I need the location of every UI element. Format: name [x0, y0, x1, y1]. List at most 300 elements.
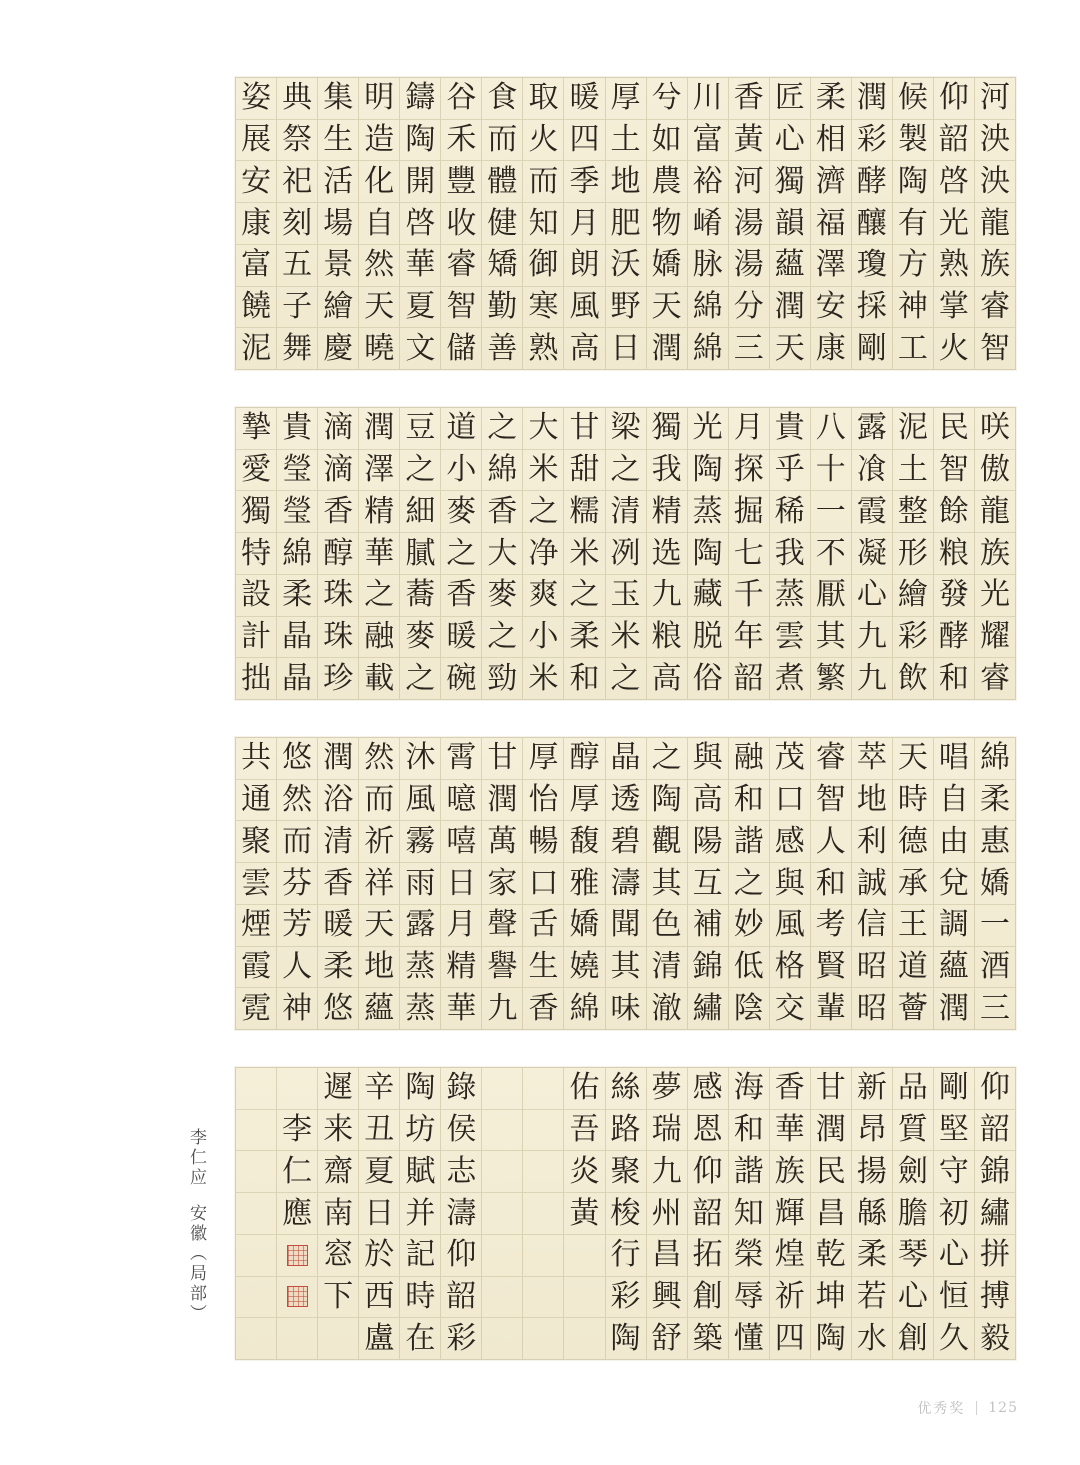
calligraphy-column [522, 408, 563, 699]
calligraphy-cell: 睿 [441, 244, 481, 286]
caption-region: 安徽 [186, 1204, 206, 1244]
calligraphy-column [481, 738, 522, 1029]
calligraphy-cell: 光 [692, 410, 723, 446]
calligraphy-cell: 交 [770, 987, 810, 1029]
calligraphy-cell: 千 [729, 574, 769, 616]
calligraphy-cell: 知 [729, 1192, 769, 1234]
calligraphy-cell: 韶 [729, 657, 769, 699]
calligraphy-column [481, 408, 522, 699]
calligraphy-cell: 精 [441, 946, 481, 988]
calligraphy-cell: 甘 [569, 410, 600, 446]
calligraphy-cell: 其 [606, 946, 646, 988]
calligraphy-cell: 展 [236, 119, 276, 161]
artist-seal [287, 1245, 308, 1266]
calligraphy-cell: 劍 [893, 1150, 933, 1192]
calligraphy-cell: 祈 [359, 820, 399, 862]
calligraphy-cell: 我 [647, 449, 687, 491]
calligraphy-cell: 炎 [564, 1150, 604, 1192]
calligraphy-cell: 錦 [975, 1150, 1015, 1192]
calligraphy-cell [523, 1234, 563, 1276]
calligraphy-cell: 粮 [934, 532, 974, 574]
calligraphy-cell: 繁 [811, 657, 851, 699]
calligraphy-cell: 自 [359, 202, 399, 244]
calligraphy-cell: 家 [482, 862, 522, 904]
calligraphy-cell: 仰 [938, 80, 969, 116]
calligraphy-cell: 德 [893, 820, 933, 862]
calligraphy-cell: 嘻 [441, 820, 481, 862]
calligraphy-cell: 華 [770, 1109, 810, 1151]
calligraphy-column [851, 738, 892, 1029]
calligraphy-cell: 夏 [400, 286, 440, 328]
calligraphy-column [236, 1068, 276, 1359]
calligraphy-cell: 窓 [318, 1234, 358, 1276]
calligraphy-cell: 月 [733, 410, 764, 446]
calligraphy-cell: 薈 [893, 987, 933, 1029]
calligraphy-cell [523, 1109, 563, 1151]
calligraphy-cell: 恒 [934, 1276, 974, 1318]
calligraphy-cell: 丑 [359, 1109, 399, 1151]
calligraphy-cell: 風 [770, 904, 810, 946]
calligraphy-cell: 融 [359, 616, 399, 658]
calligraphy-cell: 之 [359, 574, 399, 616]
caption [184, 1128, 209, 1388]
calligraphy-cell: 透 [606, 779, 646, 821]
calligraphy-column [317, 738, 358, 1029]
calligraphy-cell: 米 [564, 532, 604, 574]
calligraphy-cell [523, 1068, 563, 1109]
calligraphy-cell: 而 [482, 119, 522, 161]
calligraphy-cell: 野 [606, 286, 646, 328]
calligraphy-cell: 補 [688, 904, 728, 946]
calligraphy-cell: 饒 [236, 286, 276, 328]
calligraphy-cell: 裕 [688, 160, 728, 202]
calligraphy-cell [482, 1234, 522, 1276]
calligraphy-cell: 仰 [441, 1234, 481, 1276]
calligraphy-cell: 雨 [400, 862, 440, 904]
calligraphy-cell: 小 [441, 449, 481, 491]
calligraphy-cell: 九 [647, 1150, 687, 1192]
calligraphy-cell: 彩 [441, 1317, 481, 1359]
calligraphy-cell: 安 [236, 160, 276, 202]
calligraphy-cell: 茂 [774, 740, 805, 776]
calligraphy-column [563, 78, 604, 369]
calligraphy-column [236, 408, 276, 699]
calligraphy-cell: 仰 [688, 1150, 728, 1192]
calligraphy-cell: 甜 [564, 449, 604, 491]
calligraphy-cell: 而 [523, 160, 563, 202]
calligraphy-cell: 食 [487, 80, 518, 116]
calligraphy-cell [277, 1276, 317, 1318]
calligraphy-column [646, 78, 687, 369]
calligraphy-column [974, 738, 1015, 1029]
calligraphy-cell: 綿 [564, 987, 604, 1029]
calligraphy-cell: 祈 [770, 1276, 810, 1318]
calligraphy-cell: 霧 [400, 820, 440, 862]
calligraphy-cell: 朗 [564, 244, 604, 286]
calligraphy-cell: 康 [236, 202, 276, 244]
calligraphy-cell: 開 [400, 160, 440, 202]
calligraphy-cell: 五 [277, 244, 317, 286]
calligraphy-cell: 融 [733, 740, 764, 776]
calligraphy-cell: 三 [975, 987, 1015, 1029]
calligraphy-cell: 設 [236, 574, 276, 616]
calligraphy-cell: 風 [564, 286, 604, 328]
calligraphy-cell: 米 [606, 616, 646, 658]
calligraphy-column [728, 738, 769, 1029]
calligraphy-cell: 取 [528, 80, 559, 116]
calligraphy-cell: 族 [975, 244, 1015, 286]
calligraphy-cell: 錄 [446, 1070, 477, 1106]
calligraphy-cell [236, 1109, 276, 1151]
calligraphy-cell: 仰 [979, 1070, 1010, 1106]
calligraphy-column [276, 78, 317, 369]
calligraphy-cell: 厚 [610, 80, 641, 116]
calligraphy-cell: 善 [482, 327, 522, 369]
calligraphy-column [933, 78, 974, 369]
calligraphy-cell: 道 [446, 410, 477, 446]
calligraphy-cell: 潤 [647, 327, 687, 369]
calligraphy-cell: 甘 [815, 1070, 846, 1106]
calligraphy-cell: 韶 [441, 1276, 481, 1318]
calligraphy-cell: 福 [811, 202, 851, 244]
calligraphy-column [933, 408, 974, 699]
calligraphy-cell: 與 [692, 740, 723, 776]
calligraphy-cell: 州 [647, 1192, 687, 1234]
calligraphy-cell: 潤 [482, 779, 522, 821]
calligraphy-column [605, 1068, 646, 1359]
calligraphy-cell: 王 [893, 904, 933, 946]
calligraphy-cell: 霞 [236, 946, 276, 988]
calligraphy-cell: 然 [364, 740, 395, 776]
calligraphy-cell: 記 [400, 1234, 440, 1276]
calligraphy-cell: 韶 [975, 1109, 1015, 1151]
calligraphy-cell: 芬 [277, 862, 317, 904]
calligraphy-panel-1 [235, 77, 1016, 370]
calligraphy-cell: 高 [647, 657, 687, 699]
calligraphy-cell: 恩 [688, 1109, 728, 1151]
calligraphy-cell: 梁 [610, 410, 641, 446]
calligraphy-cell: 噫 [441, 779, 481, 821]
calligraphy-column [481, 1068, 522, 1359]
calligraphy-cell: 子 [277, 286, 317, 328]
calligraphy-cell: 和 [811, 862, 851, 904]
calligraphy-column [646, 1068, 687, 1359]
calligraphy-cell: 雲 [236, 862, 276, 904]
calligraphy-cell: 琴 [893, 1234, 933, 1276]
calligraphy-cell: 来 [318, 1109, 358, 1151]
calligraphy-cell: 方 [893, 244, 933, 286]
calligraphy-cell: 妙 [729, 904, 769, 946]
calligraphy-cell: 柔 [852, 1234, 892, 1276]
calligraphy-cell: 活 [318, 160, 358, 202]
calligraphy-cell: 與 [770, 862, 810, 904]
caption-artist-name: 李仁应 [186, 1128, 206, 1188]
calligraphy-cell: 韶 [688, 1192, 728, 1234]
calligraphy-cell: 河 [979, 80, 1010, 116]
calligraphy-column [810, 408, 851, 699]
calligraphy-cell: 雲 [770, 616, 810, 658]
calligraphy-cell: 浴 [318, 779, 358, 821]
calligraphy-cell: 愛 [236, 449, 276, 491]
calligraphy-cell: 日 [441, 862, 481, 904]
calligraphy-cell: 海 [733, 1070, 764, 1106]
calligraphy-cell: 蘊 [770, 244, 810, 286]
calligraphy-cell: 採 [852, 286, 892, 328]
calligraphy-cell: 發 [934, 574, 974, 616]
caption-detail-note: （局部） [186, 1244, 206, 1324]
calligraphy-cell: 觀 [647, 820, 687, 862]
calligraphy-cell: 繪 [318, 286, 358, 328]
calligraphy-cell: 怡 [523, 779, 563, 821]
calligraphy-cell: 耀 [975, 616, 1015, 658]
calligraphy-cell: 沐 [405, 740, 436, 776]
calligraphy-cell: 地 [852, 779, 892, 821]
calligraphy-column [933, 1068, 974, 1359]
calligraphy-cell: 精 [647, 490, 687, 532]
calligraphy-cell: 和 [934, 657, 974, 699]
calligraphy-cell: 年 [729, 616, 769, 658]
calligraphy-cell: 摯 [241, 410, 272, 446]
calligraphy-cell: 慶 [318, 327, 358, 369]
calligraphy-cell: 馥 [564, 820, 604, 862]
calligraphy-cell: 心 [934, 1234, 974, 1276]
calligraphy-cell: 然 [277, 779, 317, 821]
calligraphy-cell: 守 [934, 1150, 974, 1192]
calligraphy-cell: 膽 [893, 1192, 933, 1234]
calligraphy-column [522, 738, 563, 1029]
calligraphy-cell: 陶 [606, 1317, 646, 1359]
calligraphy-column [687, 738, 728, 1029]
calligraphy-cell: 香 [733, 80, 764, 116]
calligraphy-cell [236, 1317, 276, 1359]
calligraphy-column [563, 1068, 604, 1359]
calligraphy-cell: 潤 [856, 80, 887, 116]
calligraphy-cell: 水 [852, 1317, 892, 1359]
calligraphy-cell: 河 [729, 160, 769, 202]
calligraphy-cell: 掘 [729, 490, 769, 532]
calligraphy-cell: 嬌 [647, 244, 687, 286]
calligraphy-cell: 拙 [236, 657, 276, 699]
calligraphy-cell [277, 1234, 317, 1276]
calligraphy-cell: 瓊 [852, 244, 892, 286]
calligraphy-cell: 濤 [606, 862, 646, 904]
calligraphy-cell: 霄 [446, 740, 477, 776]
calligraphy-cell: 稀 [770, 490, 810, 532]
calligraphy-cell: 柔 [277, 574, 317, 616]
calligraphy-cell: 龍 [975, 202, 1015, 244]
calligraphy-cell: 昌 [647, 1234, 687, 1276]
calligraphy-cell: 高 [564, 327, 604, 369]
calligraphy-column [851, 78, 892, 369]
calligraphy-column [605, 78, 646, 369]
calligraphy-cell: 悠 [282, 740, 313, 776]
calligraphy-cell: 醇 [569, 740, 600, 776]
calligraphy-cell: 神 [893, 286, 933, 328]
calligraphy-cell: 曉 [359, 327, 399, 369]
calligraphy-cell: 南 [318, 1192, 358, 1234]
calligraphy-cell: 禾 [441, 119, 481, 161]
calligraphy-cell: 利 [852, 820, 892, 862]
calligraphy-cell: 場 [318, 202, 358, 244]
calligraphy-cell: 寒 [523, 286, 563, 328]
calligraphy-column [317, 1068, 358, 1359]
calligraphy-cell: 香 [318, 490, 358, 532]
calligraphy-cell [318, 1317, 358, 1359]
calligraphy-cell: 應 [277, 1192, 317, 1234]
calligraphy-cell [564, 1234, 604, 1276]
calligraphy-cell: 香 [774, 1070, 805, 1106]
calligraphy-cell: 三 [729, 327, 769, 369]
calligraphy-column [563, 408, 604, 699]
calligraphy-cell: 由 [934, 820, 974, 862]
calligraphy-cell: 芳 [277, 904, 317, 946]
calligraphy-column [276, 1068, 317, 1359]
calligraphy-cell: 滴 [323, 410, 354, 446]
calligraphy-cell: 掌 [934, 286, 974, 328]
calligraphy-cell: 綿 [482, 449, 522, 491]
calligraphy-cell: 考 [811, 904, 851, 946]
calligraphy-cell: 計 [236, 616, 276, 658]
calligraphy-cell: 農 [647, 160, 687, 202]
calligraphy-cell: 坤 [811, 1276, 851, 1318]
calligraphy-column [399, 738, 440, 1029]
calligraphy-cell: 昭 [852, 987, 892, 1029]
calligraphy-cell: 知 [523, 202, 563, 244]
calligraphy-cell: 然 [359, 244, 399, 286]
calligraphy-cell: 黃 [564, 1192, 604, 1234]
calligraphy-cell: 柔 [564, 616, 604, 658]
calligraphy-cell [482, 1276, 522, 1318]
calligraphy-cell: 香 [482, 490, 522, 532]
calligraphy-cell: 矯 [482, 244, 522, 286]
calligraphy-cell: 族 [770, 1150, 810, 1192]
calligraphy-cell: 細 [400, 490, 440, 532]
calligraphy-cell: 創 [688, 1276, 728, 1318]
calligraphy-cell: 民 [938, 410, 969, 446]
calligraphy-column [851, 1068, 892, 1359]
calligraphy-cell: 大 [528, 410, 559, 446]
calligraphy-cell: 華 [359, 532, 399, 574]
calligraphy-cell: 載 [359, 657, 399, 699]
calligraphy-column [440, 78, 481, 369]
calligraphy-cell: 繡 [975, 1192, 1015, 1234]
calligraphy-cell: 人 [811, 820, 851, 862]
calligraphy-cell: 之 [523, 490, 563, 532]
calligraphy-cell: 澈 [647, 987, 687, 1029]
calligraphy-cell: 暖 [569, 80, 600, 116]
calligraphy-cell: 拼 [975, 1234, 1015, 1276]
calligraphy-cell: 齋 [318, 1150, 358, 1192]
calligraphy-column [728, 408, 769, 699]
calligraphy-column [892, 78, 933, 369]
calligraphy-cell: 蒸 [400, 946, 440, 988]
calligraphy-cell: 煮 [770, 657, 810, 699]
calligraphy-column [687, 78, 728, 369]
calligraphy-cell: 辛 [364, 1070, 395, 1106]
calligraphy-cell: 心 [852, 574, 892, 616]
calligraphy-column [728, 78, 769, 369]
calligraphy-column [358, 1068, 399, 1359]
calligraphy-cell: 碗 [441, 657, 481, 699]
calligraphy-cell [523, 1192, 563, 1234]
calligraphy-cell: 四 [770, 1317, 810, 1359]
calligraphy-cell: 陶 [811, 1317, 851, 1359]
calligraphy-cell: 高 [688, 779, 728, 821]
calligraphy-cell: 香 [318, 862, 358, 904]
calligraphy-cell: 日 [606, 327, 646, 369]
calligraphy-cell: 華 [400, 244, 440, 286]
calligraphy-cell: 人 [277, 946, 317, 988]
calligraphy-column [317, 78, 358, 369]
calligraphy-cell: 睿 [975, 657, 1015, 699]
calligraphy-cell: 明 [364, 80, 395, 116]
calligraphy-column [481, 78, 522, 369]
calligraphy-cell: 譽 [482, 946, 522, 988]
calligraphy-cell: 於 [359, 1234, 399, 1276]
calligraphy-column [563, 738, 604, 1029]
calligraphy-cell: 厚 [564, 779, 604, 821]
calligraphy-cell [482, 1109, 522, 1151]
calligraphy-cell: 冽 [606, 532, 646, 574]
calligraphy-cell: 仁 [277, 1150, 317, 1192]
calligraphy-cell: 泱 [975, 119, 1015, 161]
calligraphy-cell: 久 [934, 1317, 974, 1359]
calligraphy-column [522, 78, 563, 369]
calligraphy-cell: 遲 [323, 1070, 354, 1106]
calligraphy-cell: 暖 [441, 616, 481, 658]
calligraphy-cell: 九 [647, 574, 687, 616]
calligraphy-cell: 之 [606, 657, 646, 699]
calligraphy-cell: 瑩 [277, 449, 317, 491]
calligraphy-cell: 之 [400, 449, 440, 491]
calligraphy-cell: 飡 [852, 449, 892, 491]
calligraphy-cell: 和 [564, 657, 604, 699]
calligraphy-cell: 季 [564, 160, 604, 202]
calligraphy-cell: 體 [482, 160, 522, 202]
calligraphy-column [892, 738, 933, 1029]
calligraphy-cell: 膩 [400, 532, 440, 574]
calligraphy-cell: 質 [893, 1109, 933, 1151]
calligraphy-cell: 興 [647, 1276, 687, 1318]
calligraphy-column [358, 78, 399, 369]
calligraphy-column [769, 78, 810, 369]
calligraphy-cell: 月 [564, 202, 604, 244]
calligraphy-cell: 景 [318, 244, 358, 286]
calligraphy-column [851, 408, 892, 699]
calligraphy-cell: 柔 [318, 946, 358, 988]
calligraphy-cell: 傲 [975, 449, 1015, 491]
calligraphy-cell: 潤 [364, 410, 395, 446]
calligraphy-cell: 感 [770, 820, 810, 862]
calligraphy-cell: 天 [770, 327, 810, 369]
calligraphy-cell: 光 [975, 574, 1015, 616]
calligraphy-cell: 晶 [277, 657, 317, 699]
calligraphy-cell: 惠 [975, 820, 1015, 862]
calligraphy-cell: 陰 [729, 987, 769, 1029]
calligraphy-cell: 綿 [277, 532, 317, 574]
calligraphy-cell: 米 [523, 657, 563, 699]
calligraphy-cell: 酵 [934, 616, 974, 658]
calligraphy-cell: 悠 [318, 987, 358, 1029]
calligraphy-cell [523, 1150, 563, 1192]
calligraphy-cell: 下 [318, 1276, 358, 1318]
calligraphy-cell: 品 [897, 1070, 928, 1106]
calligraphy-cell: 暢 [523, 820, 563, 862]
calligraphy-cell: 心 [770, 119, 810, 161]
calligraphy-cell: 厚 [528, 740, 559, 776]
calligraphy-cell: 澤 [359, 449, 399, 491]
calligraphy-cell: 潤 [770, 286, 810, 328]
